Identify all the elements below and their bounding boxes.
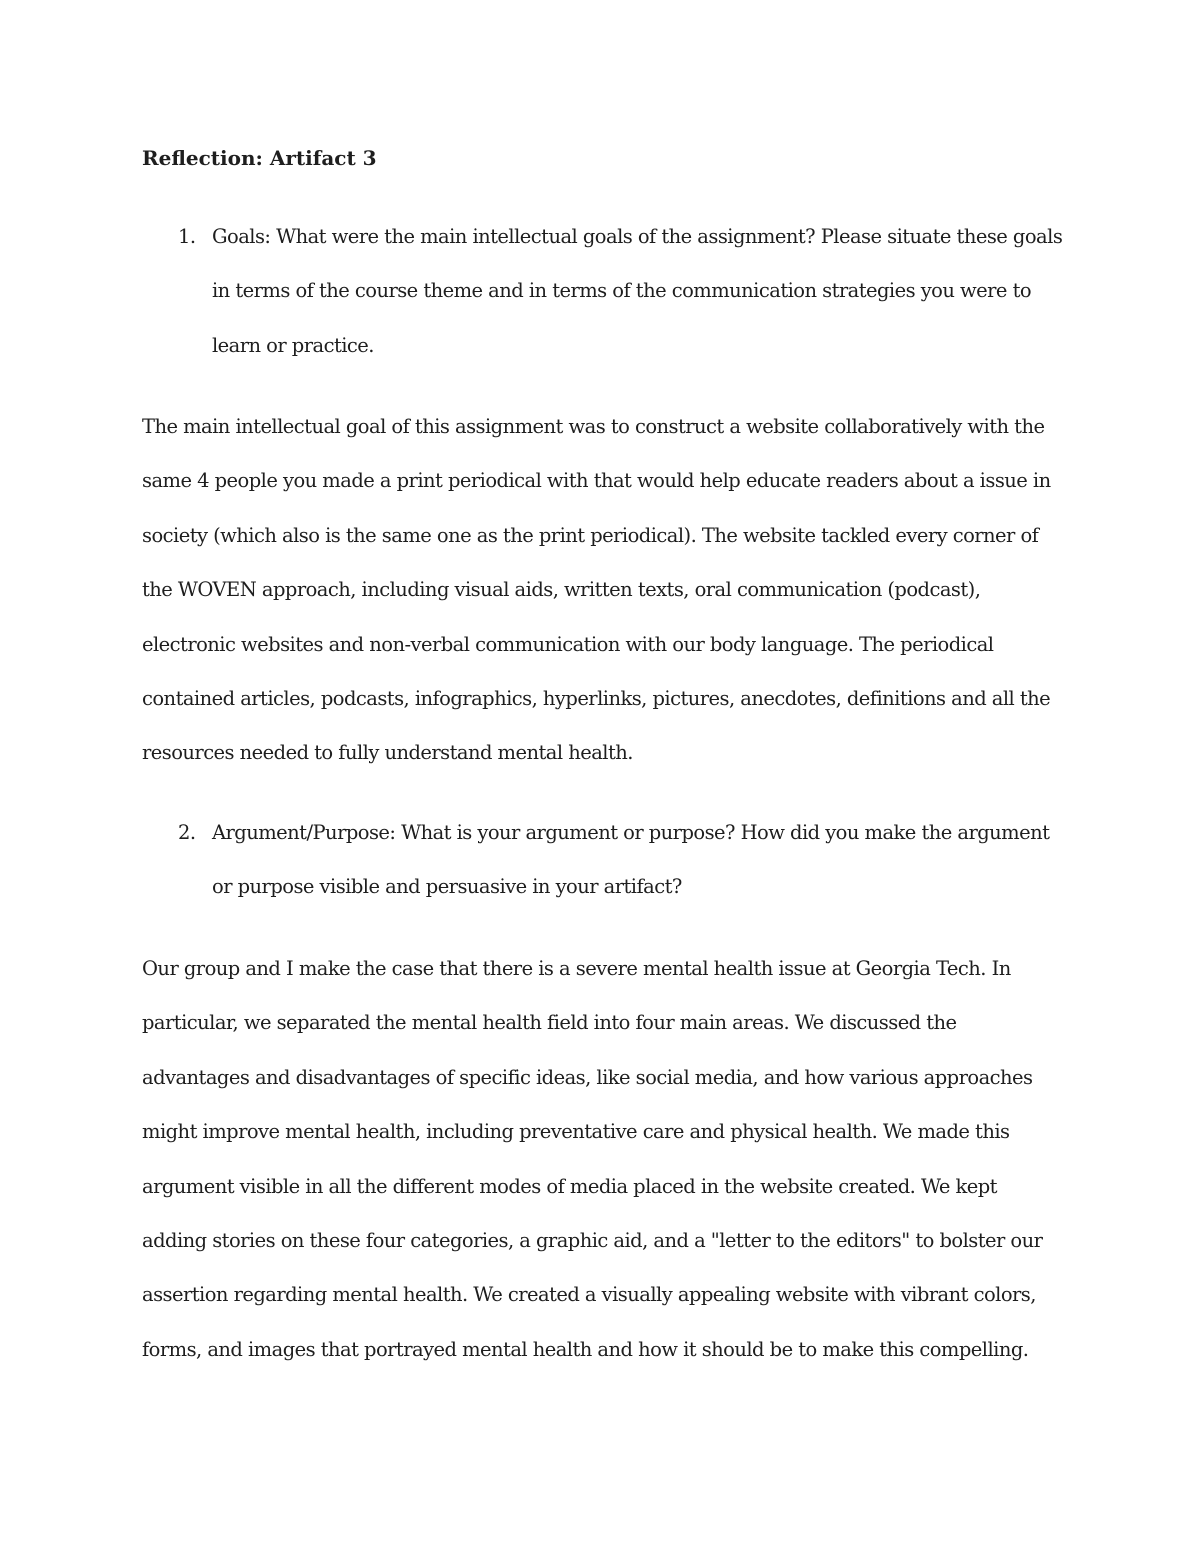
question-item-goals (142, 210, 1072, 373)
document-title: Reflection: Artifact 3 (142, 146, 377, 170)
question-item-argument (142, 806, 1072, 915)
question-number: 2. (178, 821, 196, 844)
question-text: Goals: What were the main intellectual goals of the assignment? Please situate these goals in terms of the course theme and in terms of the communication strategies you were to learn or practice. (212, 225, 1063, 357)
question-number: 1. (178, 225, 196, 248)
question-text: Argument/Purpose: What is your argument or purpose? How did you make the argument or purpose visible and persuasive in your artifact? (212, 821, 1050, 899)
answer-paragraph-goals: The main intellectual goal of this assignment was to construct a website collaboratively with the same 4 people you made a print periodical with that would help educate readers about a issue in society (which also is the same one as the print periodical). The website tackled every corner of the WOVEN approach, including visual aids, written texts, oral communication (podcast), electronic websites and non-verbal communication with our body language. The periodical contained articles, podcasts, infographics, hyperlinks, pictures, anecdotes, definitions and all the resources needed to fully understand mental health. (142, 415, 1051, 765)
answer-paragraph-argument: Our group and I make the case that there is a severe mental health issue at Georgia Tech. In particular, we separated the mental health field into four main areas. We discussed the advantages and disadvantages of specific ideas, like social media, and how various approaches might improve mental health, including preventative care and physical health. We made this argument visible in all the different modes of media placed in the website created. We kept adding stories on these four categories, a graphic aid, and a "letter to the editors" to bolster our assertion regarding mental health. We created a visually appealing website with vibrant colors, forms, and images that portrayed mental health and how it should be to make this compelling. (142, 957, 1043, 1361)
